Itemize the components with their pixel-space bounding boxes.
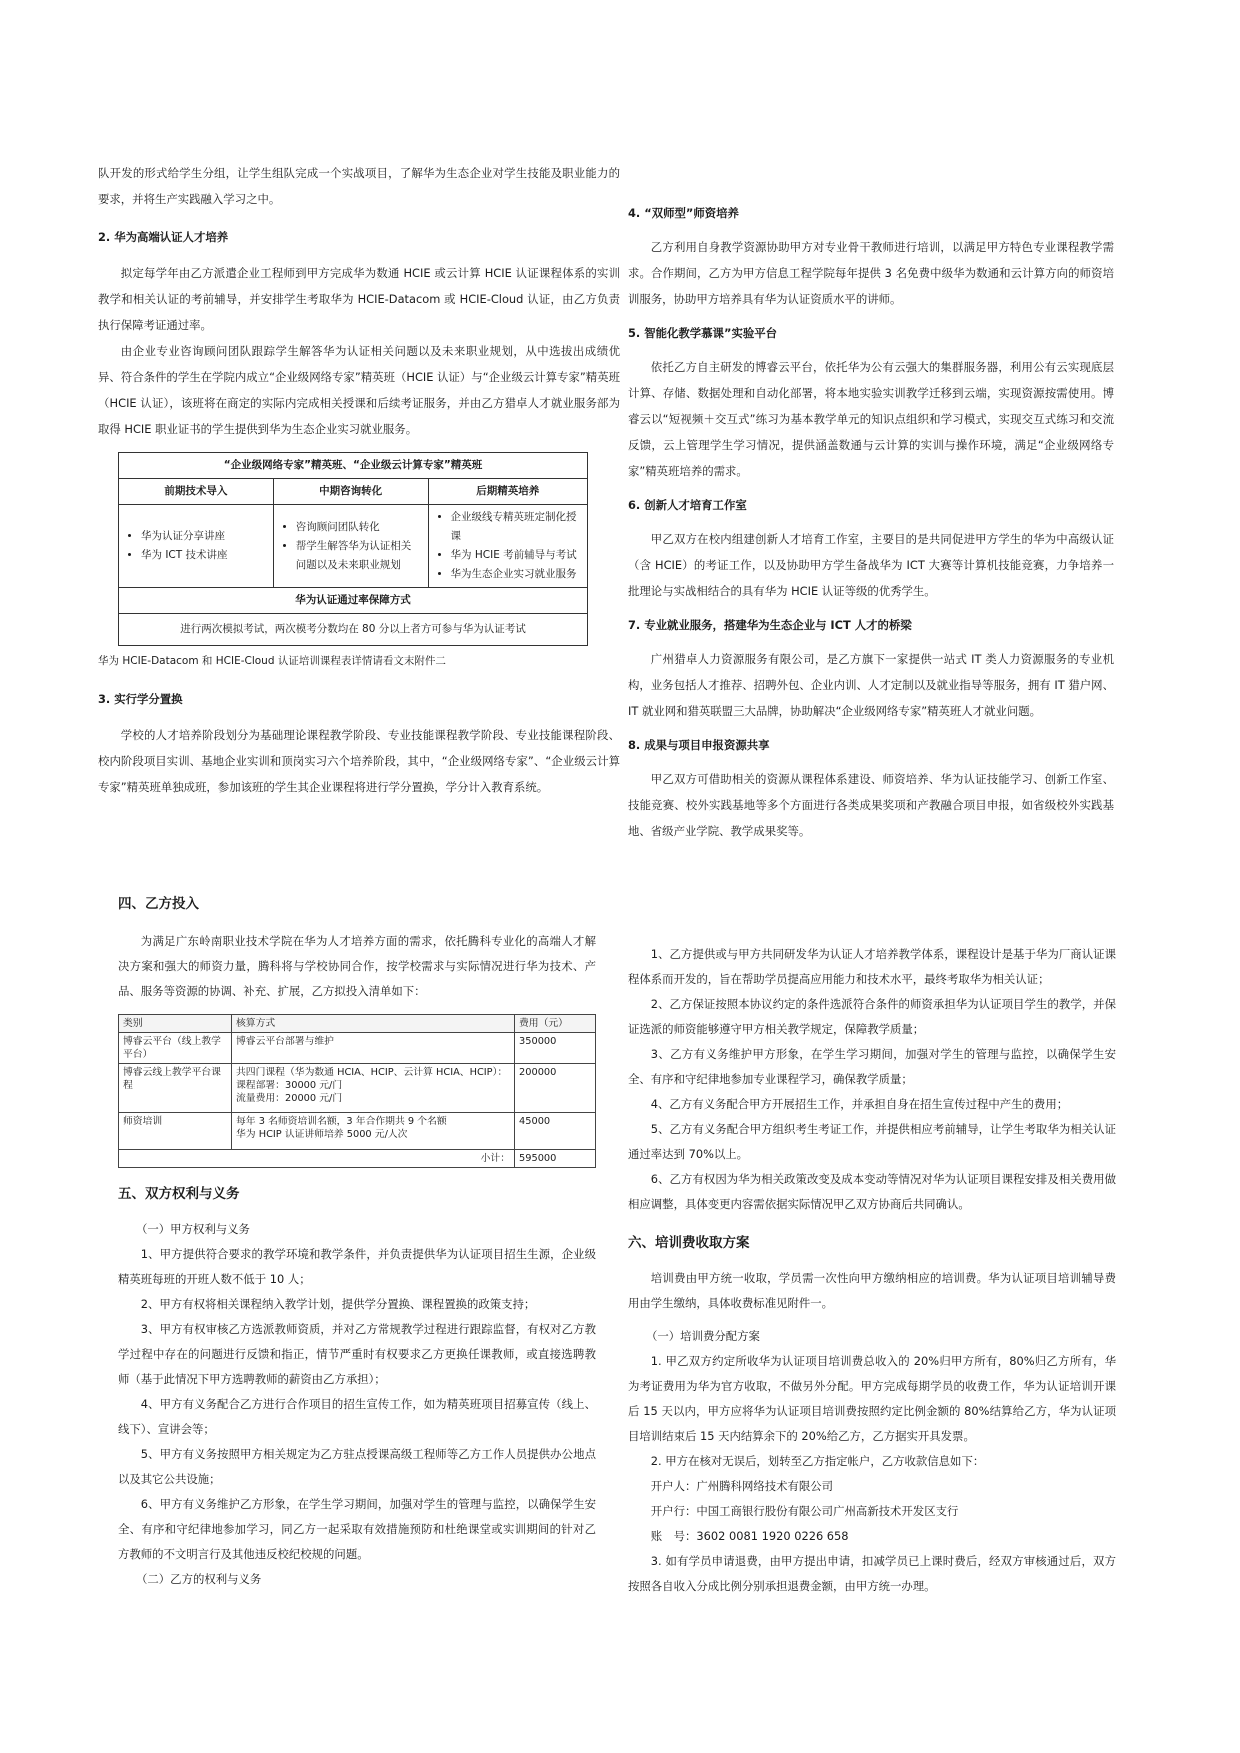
section-heading-3: 3. 实行学分置换 (98, 692, 183, 706)
list-item: • 咨询顾问团队转化 (296, 518, 422, 537)
fee-clause-2: 2. 甲方在核对无误后，划转至乙方指定帐户，乙方收款信息如下： (650, 1454, 985, 1468)
section-heading-four: 四、乙方投入 (118, 896, 199, 912)
paragraph-innovation-studio: 甲乙双方在校内组建创新人才培育工作室，主要目的是共同促进甲方学生的华为中高级认证（含 HCIE）的考证工作，以及协助甲方学生备战华为 ICT 大赛等计算机技能竞赛，力争培养一批理论与实战相结合的具有华为 HCIE 认证等级的优秀学生。 (628, 532, 1114, 598)
list-item: • 华为 ICT 技术讲座 (141, 546, 267, 565)
section-heading-six: 六、培训费收取方案 (628, 1235, 750, 1251)
quadrant-bottom-right (628, 942, 1116, 1599)
list-item: • 华为生态企业实习就业服务 (451, 565, 581, 584)
cost-cell-multiline (232, 1064, 515, 1113)
cost-cell: 博睿云线上教学平台课程 (119, 1064, 232, 1113)
cost-line: 华为 HCIP 认证讲师培养 5000 元/人次 (236, 1129, 408, 1140)
paragraph-fee-collection: 培训费由甲方统一收取，学员需一次性向甲方缴纳相应的培训费。华为认证项目培训辅导费用由学生缴纳，具体收费标准见附件一。 (628, 1271, 1116, 1310)
paragraph-cloud-platform: 依托乙方自主研发的博睿云平台，依托华为公有云强大的集群服务器，利用公有云实现底层计算、存储、数据处理和自动化部署，将本地实验实训教学迁移到云端，实现资源按需使用。博睿云以“短视频＋交互式”练习为基本教学单元的知识点组织和学习模式，实现交互式练习和交流反馈，云上管理学生学习情况，提供涵盖数通与云计算的实训与操作环境，满足“企业级网络专家”精英班培养的需求。 (628, 360, 1114, 478)
cost-cell: 350000 (515, 1033, 596, 1064)
cost-header-method: 核算方式 (232, 1015, 515, 1033)
cost-subtotal-label: 小计： (119, 1150, 515, 1168)
party-b-clause-6: 6、乙方有权因为华为相关政策改变及成本变动等情况对华为认证项目课程安排及相关费用做相应调整，具体变更内容需依据实际情况甲乙双方协商后共同确认。 (628, 1172, 1116, 1211)
cost-line: 流量费用：20000 元/门 (236, 1093, 343, 1104)
account-bank-label: 开户行： (650, 1504, 697, 1518)
party-a-clause-4: 4、甲方有义务配合乙方进行合作项目的招生宣传工作，如为精英班项目招募宣传（线上、线下）、宣讲会等； (118, 1397, 596, 1436)
list-item: • 华为 HCIE 考前辅导与考试 (451, 546, 581, 565)
account-holder-value: 广州腾科网络技术有限公司 (696, 1479, 834, 1493)
cost-cell: 博睿云平台部署与维护 (232, 1033, 515, 1064)
cost-cell: 200000 (515, 1064, 596, 1113)
party-b-clause-2: 2、乙方保证按照本协议约定的条件选派符合条件的师资承担华为认证项目学生的教学，并保证选派的师资能够遵守甲方相关教学规定，保障教学质量； (628, 997, 1116, 1036)
list-item: • 企业级线专精英班定制化授课 (451, 508, 581, 546)
cost-cell-multiline (232, 1113, 515, 1150)
table-caption: 华为 HCIE-Datacom 和 HCIE-Cloud 认证培训课程表详情请看文末附件二 (98, 655, 446, 667)
paragraph-employment-service: 广州猎卓人力资源服务有限公司，是乙方旗下一家提供一站式 IT 类人力资源服务的专业机构，业务包括人才推荐、招聘外包、企业内训、人才定制以及就业指导等服务，拥有 IT 猎户网、IT 就业网和猎英联盟三大品牌，协助解决“企业级网络专家”精英班人才就业问题。 (628, 652, 1114, 718)
program-table-title: “企业级网络专家”精英班、“企业级云计算专家”精英班 (119, 453, 588, 479)
section-heading-4: 4. “双师型”师资培养 (628, 206, 739, 220)
cost-line: 共四门课程（华为数通 HCIA、HCIP、云计算 HCIA、HCIP）： (236, 1067, 508, 1078)
paragraph-teacher-training: 乙方利用自身教学资源协助甲方对专业骨干教师进行培训，以满足甲方特色专业课程教学需求。合作期间，乙方为甲方信息工程学院每年提供 3 名免费中级华为数通和云计算方向的师资培训服务，协助甲方培养具有华为认证资质水平的讲师。 (628, 240, 1114, 306)
program-col-early: 前期技术导入 (119, 479, 274, 505)
section-heading-5: 5. 智能化教学慕课”实验平台 (628, 326, 778, 340)
program-guarantee-row: 华为认证通过率保障方式 (119, 588, 588, 614)
list-item: • 帮学生解答华为认证相关问题以及未来职业规划 (296, 537, 422, 575)
section-heading-five: 五、双方权利与义务 (118, 1186, 240, 1202)
party-a-clause-5: 5、甲方有义务按照甲方相关规定为乙方驻点授课高级工程师等乙方工作人员提供办公地点以及其它公共设施； (118, 1447, 596, 1486)
section-heading-7: 7. 专业就业服务，搭建华为生态企业与 ICT 人才的桥梁 (628, 618, 912, 632)
list-item: • 华为认证分享讲座 (141, 527, 267, 546)
party-a-clause-3: 3、甲方有权审核乙方选派教师资质，并对乙方常规教学过程进行跟踪监督，有权对乙方教学过程中存在的问题进行反馈和指正，情节严重时有权要求乙方更换任课教师，或直接选聘教师（基于此情况下甲方选聘教师的薪资由乙方承担）； (118, 1322, 596, 1386)
account-holder-label: 开户人： (650, 1479, 697, 1493)
account-number-label: 账 号： (650, 1529, 697, 1543)
program-cell-early (119, 505, 274, 588)
party-b-clause-1: 1、乙方提供或与甲方共同研发华为认证人才培养教学体系，课程设计是基于华为厂商认证课程体系而开发的，旨在帮助学员提高应用能力和技术水平，最终考取华为相关认证； (628, 947, 1116, 986)
program-col-middle: 中期咨询转化 (273, 479, 428, 505)
cost-cell: 师资培训 (119, 1113, 232, 1150)
section-heading-6: 6. 创新人才培育工作室 (628, 498, 747, 512)
paragraph-elite-class: 由企业专业咨询顾问团队跟踪学生解答华为认证相关问题以及未来职业规划，从中选拔出成绩优异、符合条件的学生在学院内成立“企业级网络专家”精英班（HCIE 认证）与“企业级云计算专家”精英班（HCIE 认证），该班将在商定的实际内完成相关授课和后续考证服务，并由乙方猎卓人才就业服务部为取得 HCIE 职业证书的学生提供到华为生态企业实习就业服务。 (98, 344, 620, 436)
cost-subtotal-value: 595000 (515, 1150, 596, 1168)
paragraph-hcie-training: 拟定每学年由乙方派遣企业工程师到甲方完成华为数通 HCIE 或云计算 HCIE 认证课程体系的实训教学和相关认证的考前辅导，并安排学生考取华为 HCIE-Datacom 或 HCIE-Cloud 认证，由乙方负责执行保障考证通过率。 (98, 266, 620, 332)
quadrant-top-left (98, 160, 620, 800)
account-number-value: 3602 0081 1920 0226 658 (696, 1529, 849, 1543)
subsection-fee-distribution: （一）培训费分配方案 (646, 1329, 760, 1343)
party-a-clause-2: 2、甲方有权将相关课程纳入教学计划，提供学分置换、课程置换的政策支持； (140, 1297, 536, 1311)
subsection-party-a: （一）甲方权利与义务 (136, 1222, 250, 1236)
program-cell-late (428, 505, 587, 588)
cost-header-fee: 费用（元） (515, 1015, 596, 1033)
elite-class-program-table (118, 452, 588, 646)
program-exam-row: 进行两次模拟考试，两次模考分数均在 80 分以上者方可参与华为认证考试 (119, 614, 588, 646)
cost-header-category: 类别 (119, 1015, 232, 1033)
account-bank-value: 中国工商银行股份有限公司广州高新技术开发区支行 (696, 1504, 959, 1518)
section-heading-2: 2. 华为高端认证人才培养 (98, 230, 229, 244)
cost-line: 课程部署：30000 元/门 (236, 1080, 343, 1091)
account-bank-line (628, 1499, 1116, 1524)
party-a-clause-6: 6、甲方有义务维护乙方形象，在学生学习期间，加强对学生的管理与监控，以确保学生安全、有序和守纪律地参加学习，同乙方一起采取有效措施预防和杜绝课堂或实训期间的针对乙方教师的不文明言行及其他违反校纪校规的问题。 (118, 1497, 596, 1561)
section-heading-8: 8. 成果与项目申报资源共享 (628, 738, 770, 752)
party-b-clause-4: 4、乙方有义务配合甲方开展招生工作，并承担自身在招生宣传过程中产生的费用； (650, 1097, 1069, 1111)
fee-clause-3: 3. 如有学员申请退费，由甲方提出申请，扣减学员已上课时费后，经双方审核通过后，双方按照各自收入分成比例分别承担退费金额，由甲方统一办理。 (628, 1554, 1116, 1593)
cost-cell: 45000 (515, 1113, 596, 1150)
quadrant-bottom-left (118, 892, 596, 1592)
party-a-clause-1: 1、甲方提供符合要求的教学环境和教学条件，并负责提供华为认证项目招生生源，企业级精英班每班的开班人数不低于 10 人； (118, 1247, 596, 1286)
subsection-party-b: （二）乙方的权利与义务 (136, 1572, 262, 1586)
intro-paragraph: 队开发的形式给学生分组，让学生组队完成一个实战项目，了解华为生态企业对学生技能及职业能力的要求，并将生产实践融入学习之中。 (98, 166, 620, 206)
investment-cost-table (118, 1014, 596, 1168)
account-number-line (628, 1524, 1116, 1549)
paragraph-credit-swap: 学校的人才培养阶段划分为基础理论课程教学阶段、专业技能课程教学阶段、专业技能课程阶段、校内阶段项目实训、基地企业实训和顶岗实习六个培养阶段，其中，“企业级网络专家”、“企业级云计算专家”精英班单独成班，参加该班的学生其企业课程将进行学分置换，学分计入教育系统。 (98, 728, 620, 794)
cost-line: 每年 3 名师资培训名额，3 年合作期共 9 个名额 (236, 1116, 447, 1127)
quadrant-top-right (628, 200, 1114, 844)
program-cell-middle (273, 505, 428, 588)
account-holder-line (628, 1474, 1116, 1499)
paragraph-resource-sharing: 甲乙双方可借助相关的资源从课程体系建设、师资培养、华为认证技能学习、创新工作室、技能竞赛、校外实践基地等多个方面进行各类成果奖项和产教融合项目申报，如省级校外实践基地、省级产业学院、教学成果奖等。 (628, 772, 1114, 838)
cost-cell: 博睿云平台（线上教学平台） (119, 1033, 232, 1064)
fee-clause-1: 1. 甲乙双方约定所收华为认证项目培训费总收入的 20%归甲方所有，80%归乙方所有，华为考证费用为华为官方收取，不做另外分配。甲方完成每期学员的收费工作，华为认证培训开课后 15 天以内，甲方应将华为认证项目培训费按照约定比例金额的 80%结算给乙方，华为认证项目培训结束后 15 天内结算余下的 20%给乙方，乙方据实开具发票。 (628, 1354, 1116, 1443)
party-b-clause-5: 5、乙方有义务配合甲方组织考生考证工作，并提供相应考前辅导，让学生考取华为相关认证通过率达到 70%以上。 (628, 1122, 1116, 1161)
paragraph-investment: 为满足广东岭南职业技术学院在华为人才培养方面的需求，依托腾科专业化的高端人才解决方案和强大的师资力量，腾科将与学校协同合作，按学校需求与实际情况进行华为技术、产品、服务等资源的协调、补充、扩展，乙方拟投入清单如下： (118, 934, 596, 998)
party-b-clause-3: 3、乙方有义务维护甲方形象，在学生学习期间，加强对学生的管理与监控，以确保学生安全、有序和守纪律地参加专业课程学习，确保教学质量； (628, 1047, 1116, 1086)
program-col-late: 后期精英培养 (428, 479, 587, 505)
